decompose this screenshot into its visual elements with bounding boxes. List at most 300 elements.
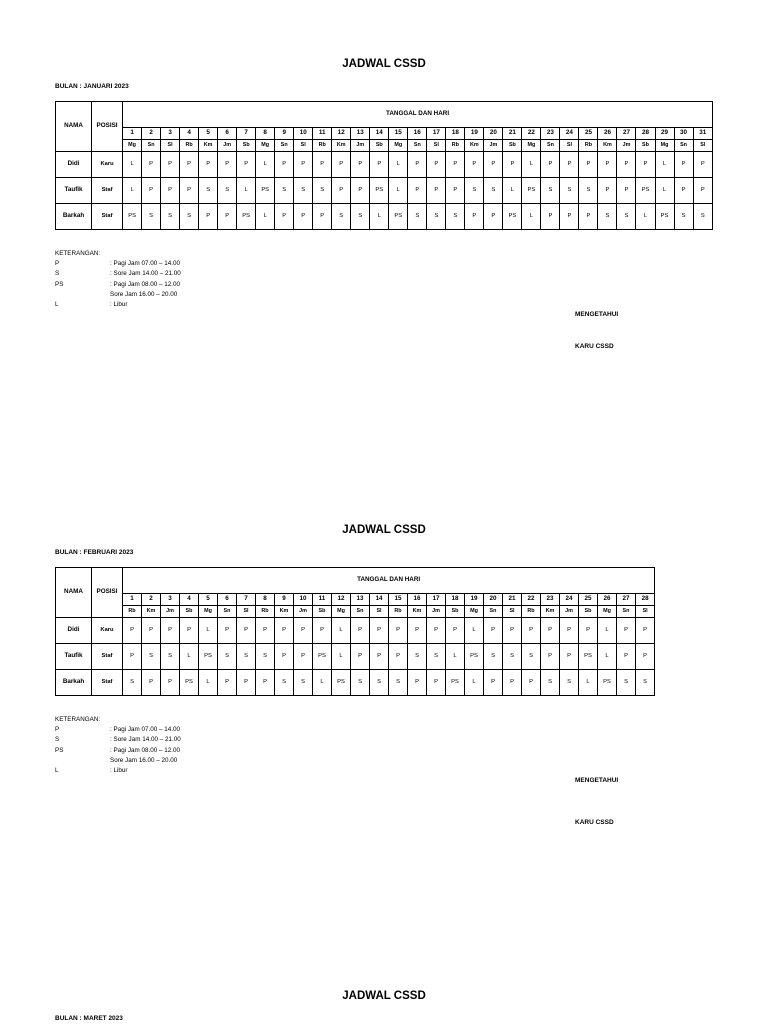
day-name: Sl [427, 140, 446, 152]
shift-cell: P [617, 178, 636, 204]
shift-cell: PS [465, 644, 484, 670]
date-number: 15 [389, 594, 408, 606]
shift-cell: S [294, 178, 313, 204]
legend-desc: : Pagi Jam 07.00 – 14.00 [110, 726, 181, 734]
shift-cell: L [598, 644, 617, 670]
date-number: 10 [294, 594, 313, 606]
day-name: Sl [294, 140, 313, 152]
legend-row [55, 725, 181, 735]
date-number: 22 [522, 594, 541, 606]
month-label-maret: BULAN : MARET 2023 [55, 1015, 123, 1022]
shift-cell: S [332, 204, 351, 230]
shift-cell: P [598, 152, 617, 178]
shift-cell: P [161, 618, 180, 644]
day-name: Sl [693, 140, 712, 152]
legend-desc: : Pagi Jam 08.00 – 12.00 [110, 746, 181, 754]
shift-cell: P [332, 152, 351, 178]
page-title-maret: JADWAL CSSD [342, 990, 426, 1002]
shift-cell: P [161, 178, 180, 204]
shift-cell: P [560, 204, 579, 230]
shift-cell: L [389, 178, 408, 204]
shift-cell: S [541, 670, 560, 696]
header-tanggal-dan-hari: TANGGAL DAN HARI [123, 568, 655, 594]
shift-cell: L [503, 178, 522, 204]
shift-cell: S [161, 204, 180, 230]
shift-cell: P [427, 178, 446, 204]
shift-cell: P [503, 152, 522, 178]
legend-code: PS [55, 280, 64, 288]
shift-cell: L [123, 178, 142, 204]
date-number: 1 [123, 128, 142, 140]
day-name: Sn [408, 140, 427, 152]
day-name: Km [408, 606, 427, 618]
table-row [56, 618, 655, 644]
shift-cell: P [370, 152, 389, 178]
day-name: Rb [522, 606, 541, 618]
date-number: 27 [617, 128, 636, 140]
schedule-table-februari [55, 567, 655, 696]
day-name: Sl [503, 606, 522, 618]
shift-cell: P [161, 670, 180, 696]
shift-cell: PS [332, 670, 351, 696]
shift-cell: P [427, 152, 446, 178]
date-number: 28 [636, 594, 655, 606]
day-name: Sn [351, 606, 370, 618]
shift-cell: P [256, 670, 275, 696]
karu-cssd-label: KARU CSSD [575, 343, 614, 350]
date-number: 2 [142, 594, 161, 606]
shift-cell: P [560, 644, 579, 670]
day-name: Jm [427, 606, 446, 618]
header-posisi: POSISI [92, 568, 123, 618]
day-name: Sn [275, 140, 294, 152]
shift-cell: L [237, 178, 256, 204]
legend-code [55, 290, 110, 300]
shift-cell: P [142, 178, 161, 204]
shift-cell: PS [389, 204, 408, 230]
shift-cell: P [370, 644, 389, 670]
date-number: 14 [370, 594, 389, 606]
shift-cell: S [256, 644, 275, 670]
shift-cell: PS [655, 204, 674, 230]
day-name: Rb [180, 140, 199, 152]
mengetahui-label-2: MENGETAHUI [575, 777, 619, 784]
date-number: 18 [446, 128, 465, 140]
shift-cell: P [541, 204, 560, 230]
legend-code [55, 756, 110, 766]
shift-cell: L [655, 178, 674, 204]
day-name: Mg [465, 606, 484, 618]
shift-cell: L [256, 152, 275, 178]
shift-cell: S [617, 204, 636, 230]
shift-cell: P [199, 152, 218, 178]
day-name: Mg [332, 606, 351, 618]
shift-cell: P [294, 204, 313, 230]
shift-cell: S [199, 178, 218, 204]
date-number: 8 [256, 128, 275, 140]
shift-cell: L [522, 152, 541, 178]
legend-row [55, 746, 181, 756]
shift-cell: L [579, 670, 598, 696]
legend-row [55, 269, 181, 279]
date-number: 26 [598, 594, 617, 606]
shift-cell: P [484, 152, 503, 178]
date-number: 4 [180, 128, 199, 140]
date-number: 2 [142, 128, 161, 140]
shift-cell: P [522, 618, 541, 644]
day-name: Sl [161, 140, 180, 152]
legend-code: P [55, 726, 60, 734]
day-name: Sn [142, 140, 161, 152]
day-name: Sn [674, 140, 693, 152]
shift-cell: P [275, 152, 294, 178]
shift-cell: P [503, 618, 522, 644]
shift-cell: P [484, 670, 503, 696]
table-row [56, 152, 713, 178]
staff-posisi: Karu [92, 152, 123, 178]
shift-cell: PS [123, 204, 142, 230]
shift-cell: P [446, 178, 465, 204]
shift-cell: PS [446, 670, 465, 696]
date-number: 19 [465, 128, 484, 140]
shift-cell: L [199, 618, 218, 644]
shift-cell: P [636, 644, 655, 670]
staff-posisi: Karu [92, 618, 123, 644]
staff-name: Taufik [56, 178, 92, 204]
date-number: 26 [598, 128, 617, 140]
shift-cell: P [142, 618, 161, 644]
day-name: Sb [237, 140, 256, 152]
day-name: Jm [294, 606, 313, 618]
day-name: Km [275, 606, 294, 618]
legend-title: KETERANGAN: [55, 716, 101, 723]
staff-name: Didi [56, 618, 92, 644]
shift-cell: S [294, 670, 313, 696]
shift-cell: L [370, 204, 389, 230]
date-number: 8 [256, 594, 275, 606]
shift-cell: P [351, 618, 370, 644]
day-name: Km [541, 606, 560, 618]
shift-cell: P [541, 618, 560, 644]
shift-cell: P [484, 204, 503, 230]
date-number: 13 [351, 594, 370, 606]
shift-cell: P [275, 644, 294, 670]
legend-desc: : Sore Jam 14.00 – 21.00 [110, 736, 181, 744]
date-number: 20 [484, 594, 503, 606]
shift-cell: P [636, 152, 655, 178]
shift-cell: L [389, 152, 408, 178]
day-name: Sl [370, 606, 389, 618]
day-name: Sl [237, 606, 256, 618]
date-number: 24 [560, 128, 579, 140]
shift-cell: L [522, 204, 541, 230]
date-number: 6 [218, 128, 237, 140]
shift-cell: S [446, 204, 465, 230]
day-name: Km [142, 606, 161, 618]
shift-cell: PS [256, 178, 275, 204]
shift-cell: P [180, 618, 199, 644]
date-number: 7 [237, 594, 256, 606]
shift-cell: P [617, 618, 636, 644]
mengetahui-label: MENGETAHUI [575, 311, 619, 318]
shift-cell: P [693, 178, 712, 204]
date-number: 3 [161, 594, 180, 606]
shift-cell: PS [522, 178, 541, 204]
day-name: Mg [522, 140, 541, 152]
date-number: 23 [541, 594, 560, 606]
shift-cell: P [541, 152, 560, 178]
day-name: Sn [617, 606, 636, 618]
legend-desc: : Libur [110, 301, 128, 309]
day-name: Sb [313, 606, 332, 618]
shift-cell: S [142, 204, 161, 230]
day-name: Mg [256, 140, 275, 152]
shift-cell: S [560, 178, 579, 204]
shift-cell: S [674, 204, 693, 230]
shift-cell: P [617, 152, 636, 178]
shift-cell: L [123, 152, 142, 178]
day-name: Sn [218, 606, 237, 618]
day-name: Rb [446, 140, 465, 152]
shift-cell: S [275, 670, 294, 696]
legend-desc: : Pagi Jam 08.00 – 12.00 [110, 280, 181, 288]
shift-cell: P [275, 618, 294, 644]
date-number: 9 [275, 128, 294, 140]
shift-cell: P [389, 644, 408, 670]
day-name: Jm [617, 140, 636, 152]
schedule-table-januari [55, 101, 713, 230]
day-name: Jm [560, 606, 579, 618]
shift-cell: P [351, 178, 370, 204]
date-number: 21 [503, 128, 522, 140]
legend-code: S [55, 270, 60, 278]
shift-cell: P [237, 152, 256, 178]
date-number: 29 [655, 128, 674, 140]
date-number: 16 [408, 594, 427, 606]
header-nama: NAMA [56, 568, 92, 618]
date-number: 17 [427, 594, 446, 606]
shift-cell: P [294, 618, 313, 644]
date-number: 17 [427, 128, 446, 140]
date-number: 12 [332, 594, 351, 606]
shift-cell: L [598, 618, 617, 644]
legend-code: P [55, 260, 60, 268]
shift-cell: P [351, 152, 370, 178]
legend-januari [55, 249, 181, 310]
date-number: 15 [389, 128, 408, 140]
shift-cell: L [446, 644, 465, 670]
shift-cell: S [370, 670, 389, 696]
shift-cell: P [579, 204, 598, 230]
day-name: Jm [218, 140, 237, 152]
shift-cell: S [275, 178, 294, 204]
shift-cell: S [617, 670, 636, 696]
date-number: 28 [636, 128, 655, 140]
day-name: Rb [389, 606, 408, 618]
shift-cell: S [484, 644, 503, 670]
shift-cell: S [541, 178, 560, 204]
day-name: Jm [351, 140, 370, 152]
shift-cell: P [123, 618, 142, 644]
legend-desc: : Sore Jam 14.00 – 21.00 [110, 270, 181, 278]
shift-cell: S [636, 670, 655, 696]
legend-row [55, 300, 181, 310]
table-row [56, 670, 655, 696]
shift-cell: S [351, 670, 370, 696]
page-title-januari: JADWAL CSSD [342, 58, 426, 70]
shift-cell: P [579, 152, 598, 178]
date-number: 3 [161, 128, 180, 140]
day-name: Jm [161, 606, 180, 618]
date-number: 25 [579, 594, 598, 606]
shift-cell: P [598, 178, 617, 204]
staff-posisi: Staf [92, 644, 123, 670]
legend-februari [55, 715, 181, 776]
shift-cell: S [522, 644, 541, 670]
day-name: Sb [636, 140, 655, 152]
shift-cell: P [408, 152, 427, 178]
date-number: 30 [674, 128, 693, 140]
shift-cell: S [427, 644, 446, 670]
shift-cell: P [294, 644, 313, 670]
day-name: Mg [123, 140, 142, 152]
shift-cell: P [427, 670, 446, 696]
day-name: Sb [180, 606, 199, 618]
shift-cell: S [408, 644, 427, 670]
shift-cell: P [560, 618, 579, 644]
shift-cell: P [465, 152, 484, 178]
shift-cell: P [446, 152, 465, 178]
date-number: 11 [313, 594, 332, 606]
shift-cell: PS [237, 204, 256, 230]
day-name: Km [332, 140, 351, 152]
legend-code: S [55, 736, 60, 744]
page-title-februari: JADWAL CSSD [342, 524, 426, 536]
date-number: 22 [522, 128, 541, 140]
shift-cell: PS [636, 178, 655, 204]
date-number: 18 [446, 594, 465, 606]
shift-cell: P [693, 152, 712, 178]
day-name: Km [598, 140, 617, 152]
shift-cell: P [617, 644, 636, 670]
day-name: Km [465, 140, 484, 152]
shift-cell: S [351, 204, 370, 230]
shift-cell: S [218, 644, 237, 670]
shift-cell: P [674, 152, 693, 178]
day-name: Sl [636, 606, 655, 618]
legend-row [55, 280, 181, 290]
shift-cell: S [465, 178, 484, 204]
shift-cell: P [142, 152, 161, 178]
shift-cell: P [560, 152, 579, 178]
shift-cell: S [218, 178, 237, 204]
header-posisi: POSISI [92, 102, 123, 152]
shift-cell: L [655, 152, 674, 178]
date-number: 20 [484, 128, 503, 140]
shift-cell: S [123, 670, 142, 696]
shift-cell: S [427, 204, 446, 230]
legend-row [55, 756, 181, 766]
date-number: 27 [617, 594, 636, 606]
shift-cell: PS [313, 644, 332, 670]
header-nama: NAMA [56, 102, 92, 152]
header-tanggal-dan-hari: TANGGAL DAN HARI [123, 102, 713, 128]
day-name: Sn [484, 606, 503, 618]
shift-cell: P [503, 670, 522, 696]
date-number: 10 [294, 128, 313, 140]
shift-cell: P [218, 204, 237, 230]
shift-cell: P [180, 152, 199, 178]
shift-cell: S [693, 204, 712, 230]
shift-cell: S [237, 644, 256, 670]
shift-cell: P [332, 178, 351, 204]
shift-cell: PS [503, 204, 522, 230]
shift-cell: PS [370, 178, 389, 204]
shift-cell: P [180, 178, 199, 204]
staff-posisi: Staf [92, 204, 123, 230]
day-name: Mg [598, 606, 617, 618]
legend-desc: Sore Jam 16.00 – 20.00 [110, 756, 178, 764]
date-number: 19 [465, 594, 484, 606]
shift-cell: PS [199, 644, 218, 670]
staff-name: Barkah [56, 670, 92, 696]
day-name: Jm [484, 140, 503, 152]
shift-cell: P [142, 670, 161, 696]
shift-cell: S [142, 644, 161, 670]
shift-cell: L [636, 204, 655, 230]
day-name: Sb [370, 140, 389, 152]
shift-cell: P [636, 618, 655, 644]
shift-cell: L [465, 670, 484, 696]
date-number: 12 [332, 128, 351, 140]
day-name: Rb [256, 606, 275, 618]
legend-desc: : Pagi Jam 07.00 – 14.00 [110, 260, 181, 268]
shift-cell: P [123, 644, 142, 670]
day-name: Sl [560, 140, 579, 152]
date-number: 7 [237, 128, 256, 140]
shift-cell: P [199, 204, 218, 230]
shift-cell: P [237, 618, 256, 644]
day-name: Mg [655, 140, 674, 152]
shift-cell: P [427, 618, 446, 644]
date-number: 21 [503, 594, 522, 606]
shift-cell: S [579, 178, 598, 204]
shift-cell: L [465, 618, 484, 644]
shift-cell: L [256, 204, 275, 230]
date-number: 14 [370, 128, 389, 140]
shift-cell: P [389, 618, 408, 644]
date-number: 4 [180, 594, 199, 606]
shift-cell: S [313, 178, 332, 204]
shift-cell: P [313, 618, 332, 644]
shift-cell: P [408, 178, 427, 204]
shift-cell: S [161, 644, 180, 670]
day-name: Sn [541, 140, 560, 152]
day-name: Rb [579, 140, 598, 152]
shift-cell: P [256, 618, 275, 644]
shift-cell: P [218, 152, 237, 178]
staff-posisi: Staf [92, 670, 123, 696]
shift-cell: P [484, 618, 503, 644]
date-number: 6 [218, 594, 237, 606]
legend-code: L [55, 767, 59, 775]
legend-code: PS [55, 746, 64, 754]
shift-cell: PS [579, 644, 598, 670]
shift-cell: P [370, 618, 389, 644]
shift-cell: S [180, 204, 199, 230]
day-name: Rb [313, 140, 332, 152]
shift-cell: L [332, 644, 351, 670]
